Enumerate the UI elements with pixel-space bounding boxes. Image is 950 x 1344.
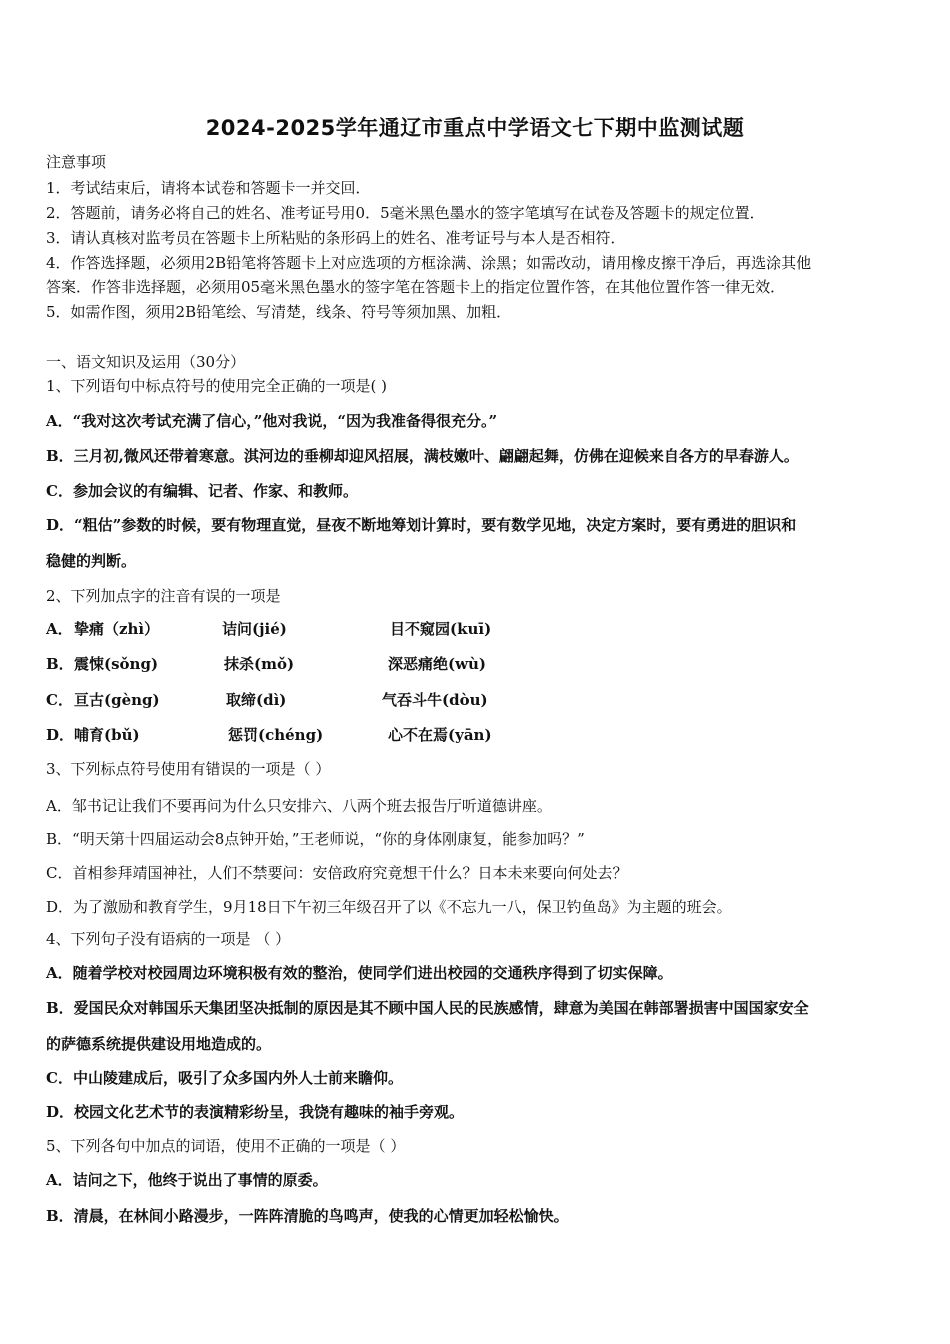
- pinyin-word: 惩罚(chéng): [228, 726, 324, 744]
- option-b: B．清晨，在林间小路漫步，一阵阵清脆的鸟鸣声，使我的心情更加轻松愉快。: [46, 1207, 569, 1225]
- option-a: A．随着学校对校园周边环境积极有效的整治，使同学们进出校园的交通秩序得到了切实保障。: [46, 964, 673, 982]
- notice-item: 2．答题前，请务必将自己的姓名、准考证号用0．5毫米黑色墨水的签字笔填写在试卷及答题卡的规定位置．: [46, 204, 765, 222]
- pinyin-word: 挚痛（zhì）: [74, 620, 160, 638]
- option-d-continued: 稳健的判断。: [46, 552, 137, 570]
- option-b-continued: 的萨德系统提供建设用地造成的。: [46, 1035, 272, 1053]
- option-label: D．: [46, 726, 75, 744]
- option-a: A．“我对这次考试充满了信心，”他对我说，“因为我准备得很充分。”: [46, 412, 498, 430]
- option-label: A．: [46, 620, 73, 638]
- question-stem: 1、下列语句中标点符号的使用完全正确的一项是( ): [46, 377, 388, 395]
- question-stem: 2、下列加点字的注音有误的一项是: [46, 587, 281, 605]
- pinyin-word: 取缔(dì): [226, 691, 287, 709]
- notice-item: 3．请认真核对监考员在答题卡上所粘贴的条形码上的姓名、准考证号与本人是否相符．: [46, 229, 626, 247]
- section-heading: 一、语文知识及运用（30分）: [46, 353, 246, 371]
- option-a: A．邹书记让我们不要再问为什么只安排六、八两个班去报告厅听道德讲座。: [46, 797, 552, 815]
- option-b: B．“明天第十四届运动会8点钟开始，”王老师说，“你的身体刚康复，能参加吗？”: [46, 830, 585, 848]
- option-a: A．诘问之下，他终于说出了事情的原委。: [46, 1171, 328, 1189]
- question-stem: 4、下列句子没有语病的一项是 （ ）: [46, 930, 291, 948]
- question-stem: 5、下列各句中加点的词语，使用不正确的一项是（ ）: [46, 1137, 406, 1155]
- option-c: C．首相参拜靖国神社，人们不禁要问：安倍政府究竟想干什么？日本未来要向何处去？: [46, 864, 628, 882]
- pinyin-word: 诘问(jié): [222, 620, 287, 638]
- pinyin-word: 震悚(sǒng): [74, 655, 159, 673]
- pinyin-word: 抹杀(mǒ): [224, 655, 295, 673]
- option-b: B．三月初,微风还带着寒意。淇河边的垂柳却迎风招展，满枝嫩叶、翩翩起舞，仿佛在迎候来自各方的早春游人。: [46, 447, 799, 465]
- notice-item: 5．如需作图，须用2B铅笔绘、写清楚，线条、符号等须加黑、加粗．: [46, 303, 512, 321]
- notice-item: 1．考试结束后，请将本试卷和答题卡一并交回．: [46, 179, 371, 197]
- pinyin-word: 气吞斗牛(dòu): [382, 691, 488, 709]
- pinyin-word: 亘古(gèng): [74, 691, 160, 709]
- pinyin-word: 哺育(bǔ): [74, 726, 140, 744]
- option-c: C．中山陵建成后，吸引了众多国内外人士前来瞻仰。: [46, 1069, 403, 1087]
- option-c: C．参加会议的有编辑、记者、作家、和教师。: [46, 482, 358, 500]
- option-d: D．校园文化艺术节的表演精彩纷呈，我饶有趣味的袖手旁观。: [46, 1103, 465, 1121]
- option-d: D．“粗估”参数的时候，要有物理直觉，昼夜不断地筹划计算时，要有数学见地，决定方案时，要有勇进的胆识和: [46, 516, 797, 534]
- question-stem: 3、下列标点符号使用有错误的一项是（ ）: [46, 760, 331, 778]
- option-d: D．为了激励和教育学生，9月18日下午初三年级召开了以《不忘九一八，保卫钓鱼岛》为主题的班会。: [46, 898, 732, 916]
- option-label: B．: [46, 655, 74, 673]
- pinyin-word: 心不在焉(yān): [388, 726, 492, 744]
- page-title: 2024-2025学年通辽市重点中学语文七下期中监测试题: [205, 116, 745, 140]
- notice-item: 答案．作答非选择题，必须用05毫米黑色墨水的签字笔在答题卡上的指定位置作答，在其他位置作答一律无效．: [46, 278, 786, 296]
- notice-item: 4．作答选择题，必须用2B铅笔将答题卡上对应选项的方框涂满、涂黑；如需改动，请用橡皮擦干净后，再选涂其他: [46, 254, 812, 272]
- pinyin-word: 目不窥园(kuī): [390, 620, 492, 638]
- pinyin-word: 深恶痛绝(wù): [388, 655, 487, 673]
- option-b: B．爱国民众对韩国乐天集团坚决抵制的原因是其不顾中国人民的民族感情，肆意为美国在韩部署损害中国国家安全: [46, 999, 809, 1017]
- option-label: C．: [46, 691, 73, 709]
- notice-heading: 注意事项: [46, 153, 107, 171]
